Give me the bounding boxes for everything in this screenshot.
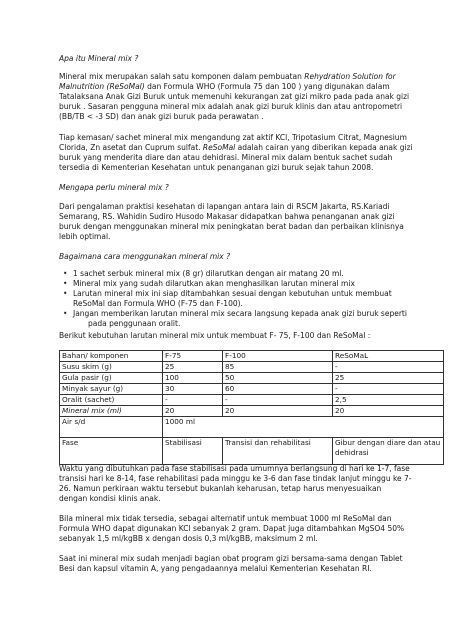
bullet-dot-icon: • (63, 309, 68, 318)
table-cell: 1000 ml (163, 417, 444, 438)
table-cell: - (163, 395, 223, 406)
bullet-3-line-1: Larutan mineral mix ini siap ditambahkan sesuai dengan kebutuhan untuk membuat (73, 289, 392, 298)
p2-line-3: buruk yang menderita diare dan atau dehidrasi. Mineral mix dalam bentuk sachet sudah (59, 153, 393, 162)
table-row (60, 406, 444, 417)
p5-line-3: sebanyak 1,5 ml/kgBB x dengan dosis 0,3 ml/kgBB, maksimum 2 ml. (59, 534, 318, 543)
p4-line-4: dengan kondisi klinis anak. (59, 494, 161, 503)
bullet-4-line-1: Jangan memberikan larutan mineral mix secara langsung kepada anak gizi buruk seperti (73, 309, 407, 318)
table-header-cell: F-75 (163, 351, 223, 362)
p1-line-1: Mineral mix merupakan salah satu komponen dalam pembuatan Rehydration Solution for (59, 72, 396, 81)
p5-line-1: Bila mineral mix tidak tersedia, sebagai alternatif untuk membuat 1000 ml ReSoMal dan (59, 514, 392, 523)
table-row-fase (60, 438, 444, 465)
bullet-dot-icon: • (63, 289, 68, 298)
table-cell: 25 (333, 373, 444, 384)
table-cell: Gula pasir (g) (60, 373, 163, 384)
table-header-cell: ReSoMaL (333, 351, 444, 362)
table-cell: 60 (223, 384, 333, 395)
table-row (60, 373, 444, 384)
table-cell: Minyak sayur (g) (60, 384, 163, 395)
p1-line-2: Malnutrition (ReSoMal) dan Formula WHO (Formula 75 dan 100 ) yang digunakan dalam (59, 82, 390, 91)
table-cell: 20 (223, 406, 333, 417)
p4-line-2: transisi hari ke 8-14, fase rehabilitasi pada minggu ke 3-6 dan fase tindak lanjut minggu ke 7- (59, 474, 412, 483)
heading-bagaimana: Bagaimana cara menggunakan mineral mix ? (59, 252, 231, 261)
table-cell: - (223, 395, 333, 406)
table-cell: 50 (223, 373, 333, 384)
p4-line-1: Waktu yang dibutuhkan pada fase stabilisasi pada umumnya berlangsung di hari ke 1-7, fase (59, 464, 410, 473)
table-header-cell: Bahan/ komponen (60, 351, 163, 362)
table-row (60, 395, 444, 406)
table-cell: - (333, 362, 444, 373)
p1-line-4: buruk . Sasaran pengguna mineral mix adalah anak gizi buruk klinis dan atau antropometri (59, 102, 403, 111)
table-cell: - (333, 384, 444, 395)
table-header-cell: F-100 (223, 351, 333, 362)
table-cell: 20 (163, 406, 223, 417)
p2-line-2: Clorida, Zn asetat dan Cuprum sulfat. ReSoMal adalah cairan yang diberikan kepada anak gizi (59, 143, 413, 152)
p3-line-4: lebih optimal. (59, 232, 111, 241)
bullet-3-line-2: ReSoMal dan Formula WHO (F-75 dan F-100). (73, 299, 243, 308)
table-cell: Oralit (sachet) (60, 395, 163, 406)
table-cell: Stabilisasi (163, 438, 223, 465)
heading-apa-itu: Apa itu Mineral mix ? (59, 54, 139, 63)
p3-line-2: Semarang, RS. Wahidin Sudiro Husodo Makasar didapatkan bahwa penanganan anak gizi (59, 212, 395, 221)
table-cell: Transisi dan rehabilitasi (223, 438, 333, 465)
table-cell: Gibur dengan diare dan atau dehidrasi (333, 438, 444, 465)
p3-line-1: Dari pengalaman praktisi kesehatan di lapangan antara lain di RSCM Jakarta, RS.Kariadi (59, 202, 390, 211)
bullet-dot-icon: • (63, 269, 68, 278)
p6-line-1: Saat ini mineral mix sudah menjadi bagian obat program gizi bersama-sama dengan Tablet (59, 554, 403, 563)
p2-line-1: Tiap kemasan/ sachet mineral mix mengandung zat aktif KCl, Tripotasium Citrat, Magnesium (59, 133, 407, 142)
table-row-air (60, 417, 444, 438)
p1-line-3: Tatalaksana Anak Gizi Buruk untuk memenuhi kekurangan zat gizi mikro pada pada anak gizi (59, 92, 410, 101)
bullet-dot-icon: • (63, 279, 68, 288)
table-cell: Air s/d (60, 417, 163, 438)
bullet-2: Mineral mix yang sudah dilarutkan akan menghasilkan larutan mineral mix (73, 279, 355, 288)
table-cell: 20 (333, 406, 444, 417)
p5-line-2: Formula WHO dapat digunakan KCl sebanyak 2 gram. Dapat juga ditambahkan MgSO4 50% (59, 524, 405, 533)
table-cell: 85 (223, 362, 333, 373)
p6-line-2: Besi dan kapsul vitamin A, yang pengadaannya melalui Kementerian Kesehatan RI. (59, 564, 372, 573)
p4-line-3: 26. Namun perkiraan waktu tersebut bukanlah keharusan, tetap harus menyesuaikan (59, 484, 382, 493)
table-cell: 2,5 (333, 395, 444, 406)
heading-mengapa: Mengapa perlu mineral mix ? (59, 183, 169, 192)
table-cell: Fase (60, 438, 163, 465)
p1-line-5: (BB/TB < -3 SD) dan anak gizi buruk pada perawatan . (59, 112, 264, 121)
bullet-1: 1 sachet serbuk mineral mix (8 gr) dilarutkan dengan air matang 20 ml. (73, 269, 344, 278)
bullet-4-line-2: pada penggunaan oralit. (88, 319, 181, 328)
table-row (60, 362, 444, 373)
table-cell: 25 (163, 362, 223, 373)
table-intro: Berikut kebutuhan larutan mineral mix untuk membuat F- 75, F-100 dan ReSoMal : (59, 331, 371, 340)
p2-line-4: tersedia di Kementerian Kesehatan untuk penanganan gizi buruk sejak tahun 2008. (59, 163, 374, 172)
table-row (60, 384, 444, 395)
table-cell: Mineral mix (ml) (60, 406, 163, 417)
table-header-row (60, 351, 444, 362)
table-cell: 100 (163, 373, 223, 384)
table-cell: 30 (163, 384, 223, 395)
p3-line-3: buruk dengan menggunakan mineral mix peningkatan berat badan dan perbaikan klinisnya (59, 222, 404, 231)
mineral-mix-table (59, 350, 444, 465)
table-cell: Susu skim (g) (60, 362, 163, 373)
